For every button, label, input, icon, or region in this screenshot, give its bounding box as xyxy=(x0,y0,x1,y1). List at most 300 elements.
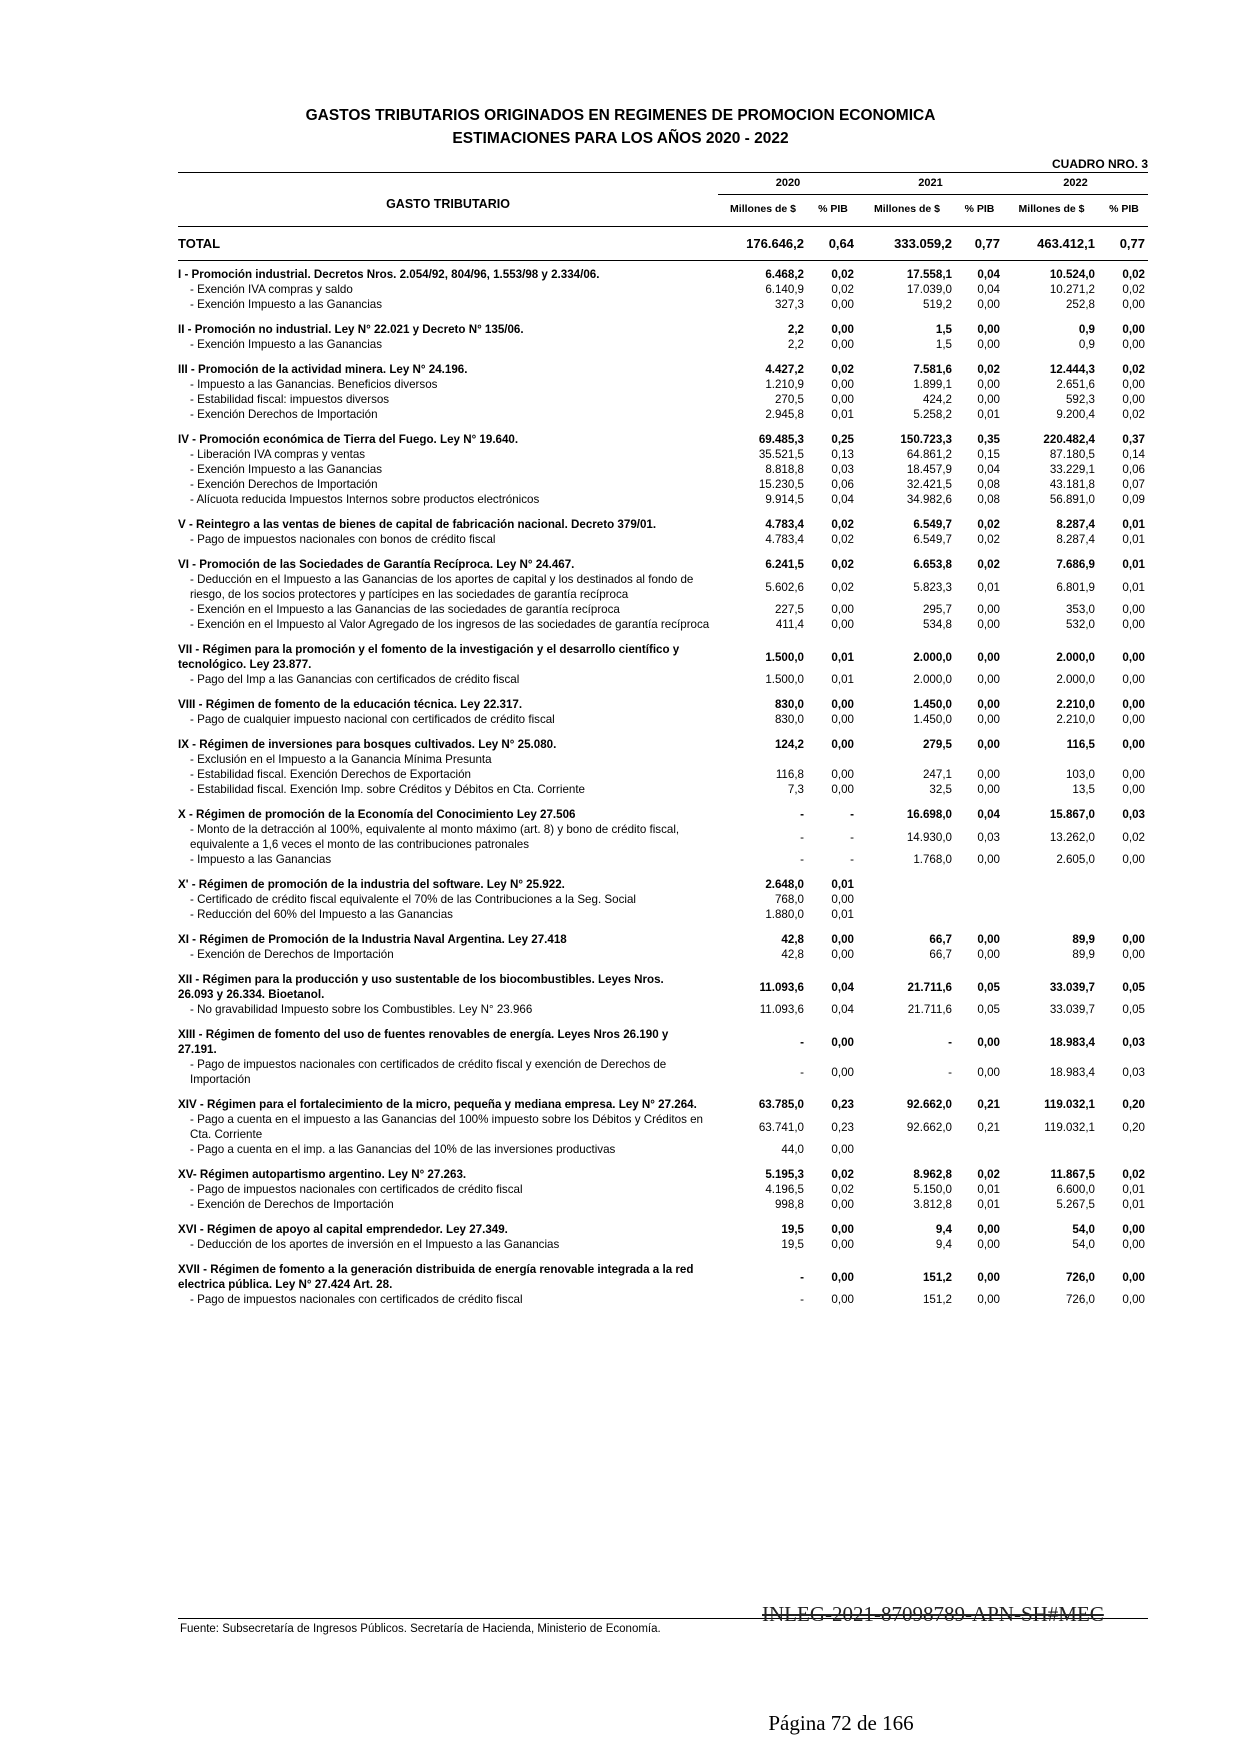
section-val-2022: 7.686,9 xyxy=(1056,558,1095,571)
item-val-2020: 1.500,0 xyxy=(765,673,804,686)
item-pib-2022: 0,00 xyxy=(1122,713,1145,726)
section-val-2020: 42,8 xyxy=(781,933,804,946)
item-pib-2021: 0,21 xyxy=(977,1120,1000,1134)
item-pib-2021: 0,00 xyxy=(977,1238,1000,1251)
item-val-2021: 9,4 xyxy=(935,1238,952,1251)
section-pib-2022: 0,37 xyxy=(1122,433,1145,446)
total-pib-2020: 0,64 xyxy=(828,236,854,251)
section-title: I - Promoción industrial. Decretos Nros. 2.054/92, 804/96, 1.553/98 y 2.334/06. xyxy=(178,268,600,281)
item-val-2020: 4.196,5 xyxy=(765,1183,804,1196)
item-pib-2020: 0,00 xyxy=(831,1143,854,1156)
item-val-2021: 519,2 xyxy=(922,298,952,311)
section-pib-2022: 0,20 xyxy=(1122,1098,1145,1111)
item-val-2020: 2.945,8 xyxy=(765,408,804,421)
item-val-2020: 2,2 xyxy=(787,338,804,351)
item-pib-2022: 0,00 xyxy=(1122,1238,1145,1251)
section-pib-2021: 0,00 xyxy=(977,1223,1000,1236)
item-pib-2021 xyxy=(956,907,1000,922)
item-pib-2020: - xyxy=(850,853,854,866)
item-val-2021 xyxy=(858,892,952,907)
section-title: XVII - Régimen de fomento a la generación distribuida de energía renovable integrada a la red electrica pública. Ley N° 27.424 Art. 28. xyxy=(178,1263,694,1291)
item-val-2022 xyxy=(1003,907,1095,922)
item-row xyxy=(178,462,1148,477)
section-pib-2021: 0,02 xyxy=(977,558,1000,571)
item-row xyxy=(178,377,1148,392)
item-pib-2022: 0,05 xyxy=(1122,1003,1145,1016)
item-val-2022: 9.200,4 xyxy=(1056,408,1095,421)
total-pib-2022: 0,77 xyxy=(1119,236,1145,251)
item-val-2022: 6.600,0 xyxy=(1056,1183,1095,1196)
section-pib-2022: 0,00 xyxy=(1122,650,1145,664)
item-val-2022: 119.032,1 xyxy=(1044,1120,1095,1134)
item-val-2020: 1.210,9 xyxy=(765,378,804,391)
item-val-2021: 14.930,0 xyxy=(906,830,952,844)
item-val-2021 xyxy=(858,907,952,922)
section-val-2022: 18.983,4 xyxy=(1049,1035,1095,1049)
item-pib-2021: 0,08 xyxy=(977,493,1000,506)
section-pib-2020: 0,02 xyxy=(831,1168,854,1181)
item-val-2021: 34.982,6 xyxy=(906,493,952,506)
item-val-2020: 411,4 xyxy=(775,618,804,631)
item-pib-2022: 0,00 xyxy=(1122,948,1145,961)
item-pib-2022: 0,00 xyxy=(1122,768,1145,781)
item-row xyxy=(178,907,1148,922)
section-val-2022: 54,0 xyxy=(1072,1223,1095,1236)
item-row xyxy=(178,572,1148,602)
section-title: XI - Régimen de Promoción de la Industria Naval Argentina. Ley 27.418 xyxy=(178,933,567,946)
item-pib-2020: 0,00 xyxy=(831,948,854,961)
item-pib-2022: 0,01 xyxy=(1122,580,1145,594)
item-row xyxy=(178,1237,1148,1252)
item-row xyxy=(178,337,1148,352)
section-pib-2022: 0,02 xyxy=(1122,268,1145,281)
item-val-2022: 8.287,4 xyxy=(1056,533,1095,546)
section-pib-2021: 0,00 xyxy=(977,323,1000,336)
header-millones-2020: Millones de $ xyxy=(730,203,796,215)
section-pib-2020: 0,23 xyxy=(831,1098,854,1111)
item-pib-2022: 0,00 xyxy=(1122,783,1145,796)
item-val-2020: 15.230,5 xyxy=(758,478,804,491)
item-row xyxy=(178,407,1148,422)
section-val-2020: - xyxy=(800,808,804,821)
item-pib-2021: 0,00 xyxy=(977,618,1000,631)
item-pib-2021: 0,05 xyxy=(977,1003,1000,1016)
item-pib-2021 xyxy=(956,1142,1000,1157)
item-pib-2022: 0,00 xyxy=(1122,853,1145,866)
item-label: - Estabilidad fiscal. Exención Derechos de Exportación xyxy=(190,768,471,781)
section-val-2020: 830,0 xyxy=(774,698,804,711)
section-pib-2022: 0,00 xyxy=(1122,323,1145,336)
section-val-2020: 4.427,2 xyxy=(765,363,804,376)
item-label: - Impuesto a las Ganancias. Beneficios diversos xyxy=(190,378,438,391)
item-pib-2020: 0,23 xyxy=(831,1120,854,1134)
header-millones-2021: Millones de $ xyxy=(874,203,940,215)
total-val-2022: 463.412,1 xyxy=(1037,236,1095,251)
item-pib-2021: 0,08 xyxy=(977,478,1000,491)
item-pib-2021: 0,00 xyxy=(977,1293,1000,1306)
item-val-2020: 19,5 xyxy=(781,1238,804,1251)
item-pib-2021: 0,00 xyxy=(977,783,1000,796)
item-pib-2022 xyxy=(1100,1142,1145,1157)
item-val-2021: 17.039,0 xyxy=(906,283,952,296)
section-val-2020: 1.500,0 xyxy=(765,650,804,664)
item-row xyxy=(178,1142,1148,1157)
item-pib-2021: 0,01 xyxy=(977,408,1000,421)
item-row xyxy=(178,752,1148,767)
section-pib-2022: 0,00 xyxy=(1122,933,1145,946)
item-label: - Estabilidad fiscal. Exención Imp. sobre Créditos y Débitos en Cta. Corriente xyxy=(190,783,586,796)
section-row xyxy=(178,432,1148,447)
item-val-2022 xyxy=(1003,1142,1095,1157)
section-pib-2021: 0,00 xyxy=(977,650,1000,664)
section-pib-2020: 0,25 xyxy=(831,433,854,446)
item-row xyxy=(178,822,1148,852)
item-val-2022: 0,9 xyxy=(1078,338,1095,351)
item-pib-2022: 0,00 xyxy=(1122,338,1145,351)
item-pib-2021: 0,15 xyxy=(977,448,1000,461)
section-pib-2020: 0,00 xyxy=(831,323,854,336)
item-label: - Alícuota reducida Impuestos Internos sobre productos electrónicos xyxy=(190,493,540,506)
item-pib-2020 xyxy=(808,752,854,767)
section-pib-2022: 0,03 xyxy=(1122,808,1145,821)
item-pib-2020: 0,00 xyxy=(831,1198,854,1211)
item-val-2020: 5.602,6 xyxy=(765,580,804,594)
tax-expenditure-table xyxy=(178,172,1148,1307)
item-val-2022: 10.271,2 xyxy=(1049,283,1095,296)
section-val-2020: 2.648,0 xyxy=(765,878,804,891)
item-val-2022: 2.210,0 xyxy=(1056,713,1095,726)
section-val-2021: 66,7 xyxy=(929,933,952,946)
item-label: - Exención en el Impuesto a las Ganancias de las sociedades de garantía recíproca xyxy=(190,603,620,616)
section-val-2020: 5.195,3 xyxy=(765,1168,804,1181)
header-pib-2020: % PIB xyxy=(818,203,848,215)
item-val-2020 xyxy=(718,752,804,767)
section-pib-2021: 0,35 xyxy=(977,433,1000,446)
section-pib-2020: 0,02 xyxy=(831,363,854,376)
item-val-2021: 5.150,0 xyxy=(913,1183,952,1196)
table-body xyxy=(178,267,1148,1307)
item-row xyxy=(178,672,1148,687)
section-row xyxy=(178,1167,1148,1182)
section-row xyxy=(178,362,1148,377)
item-val-2021 xyxy=(858,752,952,767)
section-val-2022: 220.482,4 xyxy=(1043,433,1095,446)
section-row xyxy=(178,932,1148,947)
section-title: VII - Régimen para la promoción y el fomento de la investigación y el desarrollo científico y tecnológico. Ley 23.877. xyxy=(178,643,680,671)
section-pib-2020: 0,01 xyxy=(831,650,854,664)
item-val-2021: 534,8 xyxy=(922,618,952,631)
item-pib-2021: 0,01 xyxy=(977,1183,1000,1196)
item-pib-2022: 0,01 xyxy=(1122,1198,1145,1211)
item-pib-2022: 0,02 xyxy=(1122,283,1145,296)
item-row xyxy=(178,1197,1148,1212)
page-subtitle: ESTIMACIONES PARA LOS AÑOS 2020 - 2022 xyxy=(452,130,789,147)
item-val-2022: 54,0 xyxy=(1072,1238,1095,1251)
item-val-2021: 3.812,8 xyxy=(913,1198,952,1211)
section-pib-2020: 0,00 xyxy=(831,1223,854,1236)
item-label: - Reducción del 60% del Impuesto a las Ganancias xyxy=(190,908,453,921)
section-row xyxy=(178,972,1148,1002)
item-pib-2020: 0,00 xyxy=(831,618,854,631)
item-val-2021: 5.823,3 xyxy=(913,580,952,594)
item-val-2022: 89,9 xyxy=(1072,948,1095,961)
item-pib-2020: 0,06 xyxy=(831,478,854,491)
item-pib-2022: 0,00 xyxy=(1122,298,1145,311)
item-label: - Pago a cuenta en el imp. a las Ganancias del 10% de las inversiones productivas xyxy=(190,1143,616,1156)
item-val-2021: 2.000,0 xyxy=(913,673,952,686)
section-val-2021: 8.962,8 xyxy=(913,1168,952,1181)
header-year-2022: 2022 xyxy=(1063,177,1088,189)
item-val-2020: 9.914,5 xyxy=(765,493,804,506)
section-title: XVI - Régimen de apoyo al capital emprendedor. Ley 27.349. xyxy=(178,1223,508,1236)
item-val-2021: 66,7 xyxy=(929,948,952,961)
section-pib-2021: 0,00 xyxy=(977,1035,1000,1049)
item-pib-2021: 0,00 xyxy=(977,1065,1000,1079)
header-year-2021: 2021 xyxy=(918,177,943,189)
section-val-2021: 150.723,3 xyxy=(900,433,952,446)
item-pib-2020: 0,00 xyxy=(831,1238,854,1251)
section-title: III - Promoción de la actividad minera. Ley N° 24.196. xyxy=(178,363,468,376)
item-label: - Exención IVA compras y saldo xyxy=(190,283,353,296)
item-pib-2020: 0,13 xyxy=(831,448,854,461)
item-row xyxy=(178,712,1148,727)
section-val-2020: - xyxy=(800,1270,804,1284)
item-val-2022: 13.262,0 xyxy=(1049,830,1095,844)
section-val-2020: 6.241,5 xyxy=(765,558,804,571)
section-pib-2020: 0,04 xyxy=(831,980,854,994)
item-val-2020: 768,0 xyxy=(774,893,804,906)
item-pib-2022: 0,01 xyxy=(1122,1183,1145,1196)
item-pib-2022: 0,00 xyxy=(1122,393,1145,406)
item-label: - Exención en el Impuesto al Valor Agregado de los ingresos de las sociedades de garantía recíproca xyxy=(190,618,710,631)
section-val-2020: 124,2 xyxy=(774,738,804,751)
section-val-2021: 1,5 xyxy=(935,323,952,336)
item-pib-2020: 0,01 xyxy=(831,673,854,686)
item-pib-2021: 0,04 xyxy=(977,283,1000,296)
item-pib-2021: 0,03 xyxy=(977,830,1000,844)
item-val-2022: 5.267,5 xyxy=(1056,1198,1095,1211)
item-val-2020: 8.818,8 xyxy=(765,463,804,476)
section-val-2021: 7.581,6 xyxy=(913,363,952,376)
item-pib-2020: 0,00 xyxy=(831,768,854,781)
page-title: GASTOS TRIBUTARIOS ORIGINADOS EN REGIMENES DE PROMOCION ECONOMICA xyxy=(305,107,936,124)
section-val-2020: 11.093,6 xyxy=(759,980,804,994)
item-row xyxy=(178,892,1148,907)
section-val-2022: 33.039,7 xyxy=(1049,980,1095,994)
item-val-2022: 33.229,1 xyxy=(1049,463,1095,476)
section-pib-2021: 0,00 xyxy=(977,738,1000,751)
item-label: - Deducción de los aportes de inversión en el Impuesto a las Ganancias xyxy=(190,1238,560,1251)
item-label: - Impuesto a las Ganancias xyxy=(190,853,332,866)
section-pib-2022: 0,05 xyxy=(1122,980,1145,994)
item-label: - Monto de la detracción al 100%, equivalente al monto máximo (art. 8) y bono de crédito fiscal, equivalente a 1,6 veces el monto de las contribuciones patronales xyxy=(190,823,680,851)
item-pib-2022: 0,07 xyxy=(1122,478,1145,491)
section-val-2022: 10.524,0 xyxy=(1049,268,1095,281)
item-pib-2022: 0,00 xyxy=(1122,378,1145,391)
item-row xyxy=(178,1182,1148,1197)
section-pib-2020: 0,00 xyxy=(831,1270,854,1284)
section-pib-2022: 0,01 xyxy=(1122,518,1145,531)
item-label: - Pago a cuenta en el impuesto a las Ganancias del 100% impuesto sobre los Débitos y Créditos en Cta. Corriente xyxy=(190,1113,703,1141)
item-val-2021: 32,5 xyxy=(929,783,952,796)
item-row xyxy=(178,947,1148,962)
item-val-2020: 116,8 xyxy=(775,768,804,781)
item-label: - Pago del Imp a las Ganancias con certificados de crédito fiscal xyxy=(190,673,520,686)
section-val-2020: 4.783,4 xyxy=(765,518,804,531)
section-val-2021: 9,4 xyxy=(935,1223,952,1236)
section-row xyxy=(178,642,1148,672)
section-val-2022: 12.444,3 xyxy=(1049,363,1095,376)
item-val-2020: 830,0 xyxy=(774,713,804,726)
section-val-2020: 6.468,2 xyxy=(765,268,804,281)
item-val-2020: - xyxy=(800,830,804,844)
section-row xyxy=(178,1222,1148,1237)
section-val-2021: 17.558,1 xyxy=(906,268,952,281)
section-val-2021: 6.549,7 xyxy=(913,518,952,531)
item-pib-2022 xyxy=(1100,752,1145,767)
item-val-2021: 151,2 xyxy=(922,1293,952,1306)
item-val-2021: 1.768,0 xyxy=(913,853,952,866)
item-pib-2021: 0,00 xyxy=(977,853,1000,866)
section-title: V - Reintegro a las ventas de bienes de capital de fabricación nacional. Decreto 379/01. xyxy=(178,518,657,531)
table-number: CUADRO NRO. 3 xyxy=(1051,157,1148,171)
item-pib-2022: 0,00 xyxy=(1122,1293,1145,1306)
section-row xyxy=(178,1262,1148,1292)
item-pib-2020: 0,00 xyxy=(831,1293,854,1306)
section-val-2021: 21.711,6 xyxy=(907,980,952,994)
header-pib-2021: % PIB xyxy=(964,203,995,215)
section-val-2020: 19,5 xyxy=(781,1223,804,1236)
item-val-2022: 353,0 xyxy=(1065,603,1095,616)
section-val-2022: 89,9 xyxy=(1072,933,1095,946)
section-title: VIII - Régimen de fomento de la educación técnica. Ley 22.317. xyxy=(178,698,523,711)
item-val-2020: 270,5 xyxy=(774,393,804,406)
item-val-2020: - xyxy=(800,853,804,866)
item-val-2022 xyxy=(1003,892,1095,907)
item-row xyxy=(178,282,1148,297)
item-pib-2022: 0,02 xyxy=(1122,830,1145,844)
section-pib-2021: 0,02 xyxy=(977,1168,1000,1181)
section-pib-2022: 0,00 xyxy=(1122,738,1145,751)
section-val-2022: 15.867,0 xyxy=(1049,808,1095,821)
item-pib-2021: 0,01 xyxy=(977,580,1000,594)
item-pib-2020: 0,00 xyxy=(831,783,854,796)
item-pib-2022: 0,03 xyxy=(1122,1065,1145,1079)
section-row xyxy=(178,697,1148,712)
item-val-2022: 87.180,5 xyxy=(1049,448,1095,461)
item-val-2021 xyxy=(858,1142,952,1157)
item-val-2022 xyxy=(1003,752,1095,767)
item-pib-2021: 0,00 xyxy=(977,393,1000,406)
section-val-2020: 63.785,0 xyxy=(758,1098,804,1111)
item-row xyxy=(178,617,1148,632)
total-label: TOTAL xyxy=(178,236,221,251)
item-label: - Pago de impuestos nacionales con certificados de crédito fiscal xyxy=(190,1293,523,1306)
item-val-2022: 43.181,8 xyxy=(1049,478,1095,491)
section-title: IX - Régimen de inversiones para bosques cultivados. Ley N° 25.080. xyxy=(178,738,557,751)
item-pib-2021: 0,00 xyxy=(977,768,1000,781)
total-val-2020: 176.646,2 xyxy=(746,236,804,251)
section-pib-2021: 0,04 xyxy=(977,808,1000,821)
section-val-2020: 2,2 xyxy=(787,323,804,336)
item-val-2021: 424,2 xyxy=(922,393,952,406)
item-row xyxy=(178,782,1148,797)
item-pib-2021: 0,00 xyxy=(977,298,1000,311)
section-row xyxy=(178,1097,1148,1112)
section-pib-2021: 0,00 xyxy=(977,933,1000,946)
item-pib-2022: 0,00 xyxy=(1122,618,1145,631)
section-title: VI - Promoción de las Sociedades de Garantía Recíproca. Ley N° 24.467. xyxy=(178,558,575,571)
item-pib-2020: 0,00 xyxy=(831,713,854,726)
item-pib-2022: 0,00 xyxy=(1122,673,1145,686)
item-pib-2021: 0,00 xyxy=(977,603,1000,616)
item-val-2021: 1,5 xyxy=(935,338,952,351)
item-row xyxy=(178,447,1148,462)
item-pib-2020: 0,01 xyxy=(831,408,854,421)
item-row xyxy=(178,477,1148,492)
section-pib-2021: 0,00 xyxy=(977,1270,1000,1284)
item-label: - Pago de impuestos nacionales con certificados de crédito fiscal xyxy=(190,1183,523,1196)
item-label: - Exención Impuesto a las Ganancias xyxy=(190,463,383,476)
item-val-2021: - xyxy=(948,1065,952,1079)
section-pib-2020: 0,00 xyxy=(831,698,854,711)
item-label: - Exención Derechos de Importación xyxy=(190,478,378,491)
item-pib-2020: 0,02 xyxy=(831,580,854,594)
section-val-2022: 2.000,0 xyxy=(1056,650,1095,664)
item-val-2022: 726,0 xyxy=(1065,1293,1095,1306)
item-val-2020: - xyxy=(800,1293,804,1306)
item-pib-2022 xyxy=(1100,892,1145,907)
item-pib-2020: 0,00 xyxy=(831,338,854,351)
document-stamp: INLEG-2021-87098789-APN-SH#MEC xyxy=(762,1602,1104,1626)
section-pib-2022: 0,00 xyxy=(1122,698,1145,711)
section-title: XIII - Régimen de fomento del uso de fuentes renovables de energía. Leyes Nros 26.190 y 27.191. xyxy=(178,1028,669,1056)
item-row xyxy=(178,532,1148,547)
total-pib-2021: 0,77 xyxy=(974,236,1000,251)
section-pib-2022: 0,00 xyxy=(1122,1223,1145,1236)
item-val-2022: 2.605,0 xyxy=(1056,853,1095,866)
section-val-2021: 151,2 xyxy=(922,1270,952,1284)
section-pib-2022: 0,03 xyxy=(1122,1035,1145,1049)
item-label: - Exención Impuesto a las Ganancias xyxy=(190,338,383,351)
item-val-2021: 21.711,6 xyxy=(907,1003,952,1016)
section-pib-2020: 0,00 xyxy=(831,933,854,946)
item-val-2022: 2.000,0 xyxy=(1056,673,1095,686)
section-val-2020: 69.485,3 xyxy=(758,433,804,446)
section-title: X' - Régimen de promoción de la industria del software. Ley N° 25.922. xyxy=(178,878,565,891)
item-val-2020: 1.880,0 xyxy=(765,908,804,921)
item-val-2020: 327,3 xyxy=(774,298,804,311)
item-pib-2020: 0,00 xyxy=(831,378,854,391)
section-val-2022: 8.287,4 xyxy=(1056,518,1095,531)
item-val-2022: 18.983,4 xyxy=(1049,1065,1095,1079)
item-row xyxy=(178,1002,1148,1017)
section-row xyxy=(178,1027,1148,1057)
item-val-2022: 56.891,0 xyxy=(1049,493,1095,506)
item-pib-2022 xyxy=(1100,907,1145,922)
item-row xyxy=(178,767,1148,782)
item-label: - No gravabilidad Impuesto sobre los Combustibles. Ley N° 23.966 xyxy=(190,1003,533,1016)
item-val-2020: 7,3 xyxy=(787,783,804,796)
page-number: Página 72 de 166 xyxy=(768,1711,914,1735)
item-val-2021: 64.861,2 xyxy=(906,448,952,461)
item-label: - Pago de impuestos nacionales con certificados de crédito fiscal y exención de Derechos de Importación xyxy=(190,1058,667,1086)
section-val-2021: - xyxy=(948,1035,952,1049)
section-val-2021 xyxy=(858,877,952,892)
section-title: XIV - Régimen para el fortalecimiento de la micro, pequeña y mediana empresa. Ley N° 27.264. xyxy=(178,1098,697,1111)
item-row xyxy=(178,297,1148,312)
section-pib-2022: 0,02 xyxy=(1122,363,1145,376)
